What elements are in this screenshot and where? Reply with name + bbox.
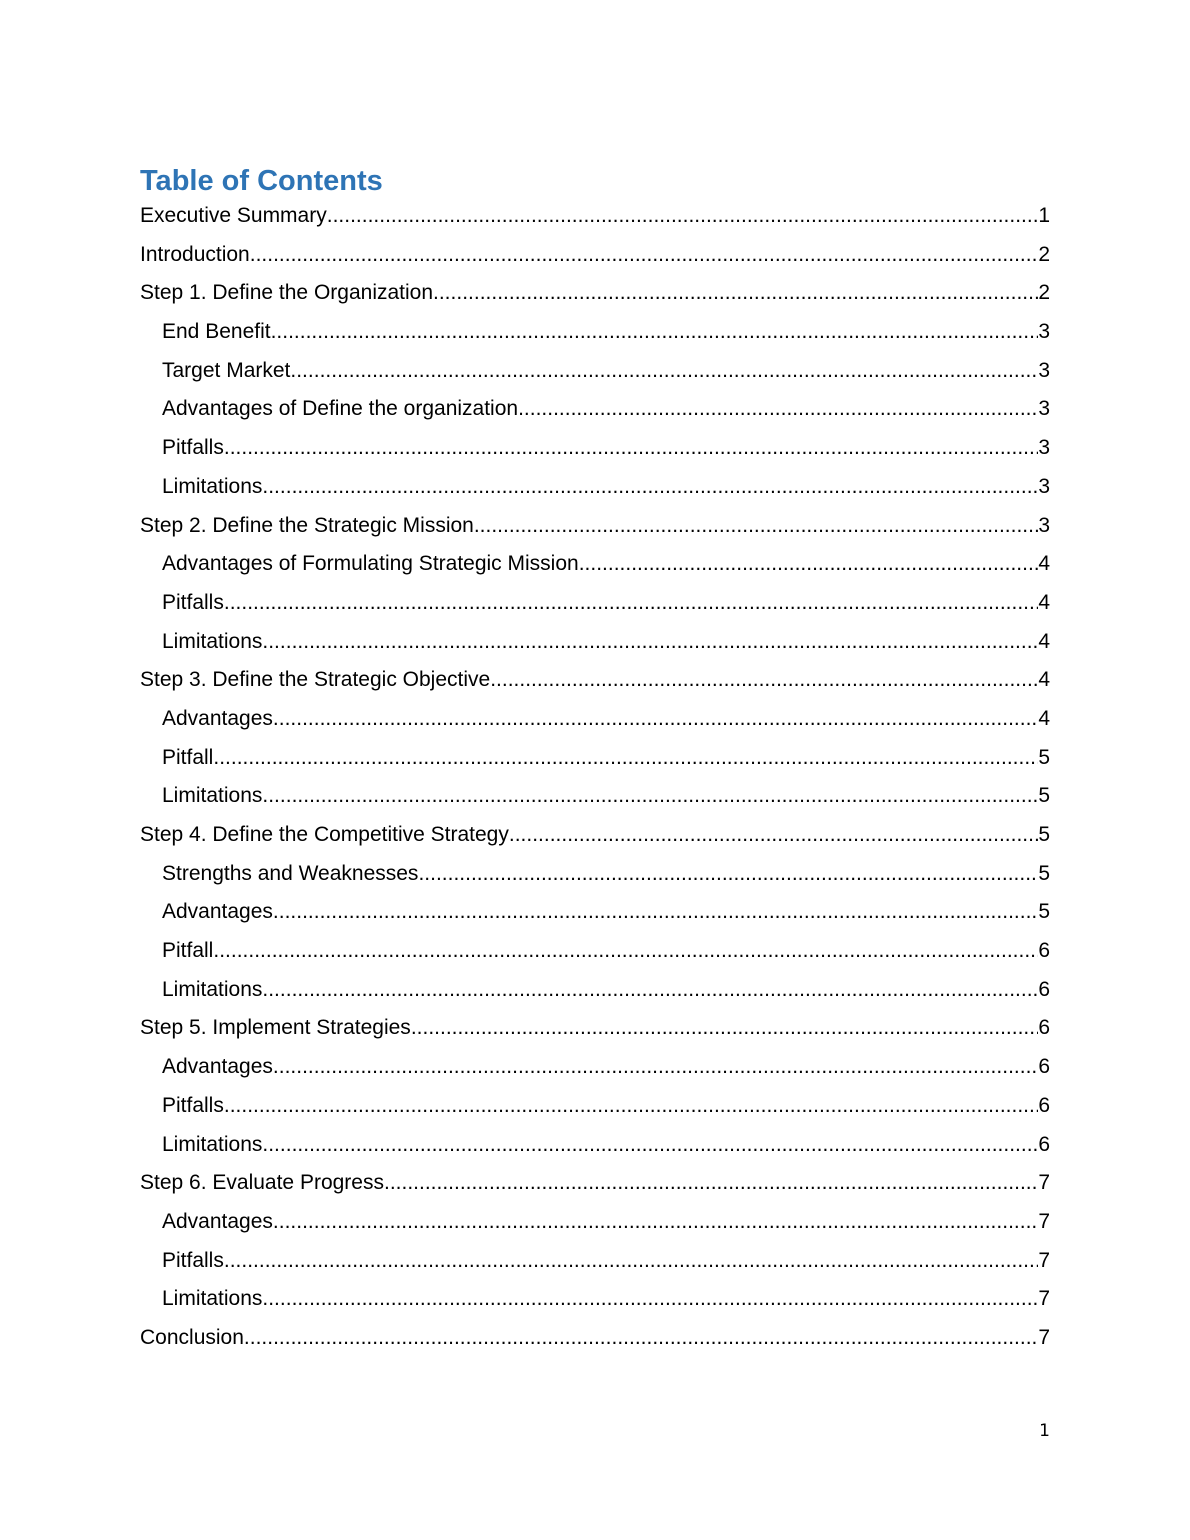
toc-dot-leader bbox=[384, 1164, 1038, 1203]
table-of-contents bbox=[140, 197, 1050, 1358]
toc-entry-label: Advantages of Formulating Strategic Mission bbox=[162, 552, 579, 576]
toc-entry[interactable] bbox=[140, 1009, 1050, 1048]
toc-entry-page-number: 5 bbox=[1038, 745, 1050, 769]
toc-entry-label: Strengths and Weaknesses bbox=[162, 861, 419, 885]
toc-entry-page-number: 5 bbox=[1038, 823, 1050, 846]
toc-entry-page-number: 7 bbox=[1038, 1171, 1050, 1195]
toc-entry[interactable] bbox=[140, 1280, 1050, 1319]
toc-entry[interactable] bbox=[140, 739, 1050, 778]
toc-entry[interactable] bbox=[140, 236, 1050, 275]
toc-entry-page-number: 2 bbox=[1038, 281, 1050, 305]
toc-entry-page-number: 6 bbox=[1038, 1093, 1050, 1117]
toc-dot-leader bbox=[262, 468, 1038, 507]
toc-entry-label: End Benefit bbox=[162, 320, 271, 344]
toc-entry-label: Introduction bbox=[140, 242, 250, 266]
toc-entry[interactable] bbox=[140, 816, 1050, 855]
toc-entry-page-number: 3 bbox=[1038, 436, 1050, 460]
toc-entry-label: Step 2. Define the Strategic Mission bbox=[140, 513, 474, 537]
toc-entry[interactable] bbox=[140, 855, 1050, 894]
toc-entry-label: Advantages bbox=[162, 706, 273, 730]
toc-entry-label: Pitfall bbox=[162, 939, 214, 963]
toc-entry-label: Limitations bbox=[162, 977, 263, 1001]
toc-entry[interactable] bbox=[140, 313, 1050, 352]
toc-dot-leader bbox=[411, 1009, 1039, 1048]
toc-dot-leader bbox=[509, 816, 1038, 855]
toc-entry[interactable] bbox=[140, 1164, 1050, 1203]
toc-entry-label: Advantages bbox=[162, 1055, 273, 1079]
toc-entry-label: Step 3. Define the Strategic Objective bbox=[140, 668, 491, 692]
toc-dot-leader bbox=[273, 1048, 1038, 1087]
toc-entry[interactable] bbox=[140, 1242, 1050, 1281]
toc-entry-page-number: 6 bbox=[1038, 1132, 1050, 1156]
toc-entry-page-number: 4 bbox=[1038, 590, 1050, 614]
toc-entry-label: Pitfalls bbox=[162, 1093, 224, 1117]
toc-entry-page-number: 7 bbox=[1038, 1209, 1050, 1233]
toc-entry-label: Limitations bbox=[162, 784, 263, 808]
toc-dot-leader bbox=[490, 661, 1038, 700]
toc-entry-label: Limitations bbox=[162, 629, 263, 653]
toc-entry-page-number: 4 bbox=[1038, 552, 1050, 576]
toc-entry-label: Step 5. Implement Strategies bbox=[140, 1016, 411, 1040]
toc-dot-leader bbox=[474, 507, 1038, 546]
toc-entry[interactable] bbox=[140, 661, 1050, 700]
toc-entry-page-number: 1 bbox=[1038, 204, 1050, 227]
toc-entry[interactable] bbox=[140, 584, 1050, 623]
toc-dot-leader bbox=[250, 236, 1039, 275]
toc-entry-page-number: 2 bbox=[1038, 242, 1050, 266]
toc-entry[interactable] bbox=[140, 1319, 1050, 1358]
toc-dot-leader bbox=[273, 1203, 1038, 1242]
toc-entry-page-number: 4 bbox=[1038, 629, 1050, 653]
toc-dot-leader bbox=[213, 932, 1038, 971]
toc-entry[interactable] bbox=[140, 893, 1050, 932]
toc-entry[interactable] bbox=[140, 1048, 1050, 1087]
toc-dot-leader bbox=[327, 197, 1039, 236]
toc-entry[interactable] bbox=[140, 507, 1050, 546]
toc-dot-leader bbox=[271, 313, 1039, 352]
toc-dot-leader bbox=[262, 1280, 1038, 1319]
toc-entry[interactable] bbox=[140, 390, 1050, 429]
toc-entry-label: Limitations bbox=[162, 1132, 263, 1156]
toc-dot-leader bbox=[224, 1242, 1038, 1281]
toc-entry-page-number: 7 bbox=[1038, 1325, 1050, 1349]
toc-entry-page-number: 7 bbox=[1038, 1287, 1050, 1311]
toc-entry-page-number: 6 bbox=[1038, 1055, 1050, 1079]
toc-dot-leader bbox=[433, 274, 1038, 313]
footer-page-number: 1 bbox=[1039, 1421, 1050, 1441]
toc-dot-leader bbox=[244, 1319, 1038, 1358]
toc-dot-leader bbox=[262, 1126, 1038, 1165]
toc-entry-label: Limitations bbox=[162, 1287, 263, 1311]
toc-dot-leader bbox=[262, 971, 1038, 1010]
toc-entry-page-number: 4 bbox=[1038, 706, 1050, 730]
toc-entry-page-number: 3 bbox=[1038, 513, 1050, 537]
toc-entry[interactable] bbox=[140, 932, 1050, 971]
toc-dot-leader bbox=[224, 1087, 1038, 1126]
toc-entry[interactable] bbox=[140, 468, 1050, 507]
toc-entry[interactable] bbox=[140, 274, 1050, 313]
toc-entry-page-number: 6 bbox=[1038, 977, 1050, 1001]
toc-dot-leader bbox=[273, 700, 1038, 739]
toc-dot-leader bbox=[518, 390, 1038, 429]
toc-dot-leader bbox=[273, 893, 1038, 932]
toc-entry-page-number: 6 bbox=[1038, 1016, 1050, 1040]
toc-dot-leader bbox=[418, 855, 1038, 894]
toc-dot-leader bbox=[213, 739, 1038, 778]
toc-entry-page-number: 5 bbox=[1038, 861, 1050, 885]
toc-entry-label: Step 1. Define the Organization bbox=[140, 281, 434, 305]
toc-entry-page-number: 6 bbox=[1038, 939, 1050, 963]
toc-entry-label: Advantages bbox=[162, 900, 273, 924]
toc-dot-leader bbox=[290, 352, 1038, 391]
toc-dot-leader bbox=[579, 545, 1039, 584]
toc-entry-label: Target Market bbox=[162, 358, 291, 382]
toc-entry-page-number: 4 bbox=[1038, 668, 1050, 692]
toc-entry-label: Conclusion bbox=[140, 1325, 244, 1349]
toc-entry-label: Advantages of Define the organization bbox=[162, 397, 519, 421]
toc-title: Table of Contents bbox=[140, 165, 383, 197]
toc-entry[interactable] bbox=[140, 777, 1050, 816]
toc-entry[interactable] bbox=[140, 700, 1050, 739]
toc-entry[interactable] bbox=[140, 971, 1050, 1010]
toc-entry-label: Advantages bbox=[162, 1209, 273, 1233]
toc-dot-leader bbox=[224, 429, 1038, 468]
toc-entry[interactable] bbox=[140, 545, 1050, 584]
toc-entry-label: Limitations bbox=[162, 474, 263, 498]
toc-entry[interactable] bbox=[140, 197, 1050, 236]
toc-entry-page-number: 3 bbox=[1038, 320, 1050, 344]
toc-entry[interactable] bbox=[140, 1203, 1050, 1242]
toc-entry-page-number: 7 bbox=[1038, 1248, 1050, 1272]
toc-entry[interactable] bbox=[140, 1087, 1050, 1126]
toc-entry[interactable] bbox=[140, 429, 1050, 468]
toc-entry-label: Pitfalls bbox=[162, 590, 224, 614]
toc-entry-label: Pitfall bbox=[162, 745, 214, 769]
toc-dot-leader bbox=[224, 584, 1038, 623]
toc-entry-page-number: 5 bbox=[1038, 900, 1050, 924]
toc-entry-label: Executive Summary bbox=[140, 204, 327, 227]
toc-entry-label: Pitfalls bbox=[162, 1248, 224, 1272]
toc-entry-page-number: 5 bbox=[1038, 784, 1050, 808]
toc-entry-page-number: 3 bbox=[1038, 474, 1050, 498]
toc-dot-leader bbox=[262, 777, 1038, 816]
toc-entry[interactable] bbox=[140, 623, 1050, 662]
toc-entry-label: Step 4. Define the Competitive Strategy bbox=[140, 823, 509, 846]
toc-entry-page-number: 3 bbox=[1038, 397, 1050, 421]
toc-entry-page-number: 3 bbox=[1038, 358, 1050, 382]
toc-entry-label: Step 6. Evaluate Progress bbox=[140, 1171, 384, 1195]
toc-entry-label: Pitfalls bbox=[162, 436, 224, 460]
toc-dot-leader bbox=[262, 623, 1038, 662]
toc-entry[interactable] bbox=[140, 352, 1050, 391]
toc-entry[interactable] bbox=[140, 1126, 1050, 1165]
